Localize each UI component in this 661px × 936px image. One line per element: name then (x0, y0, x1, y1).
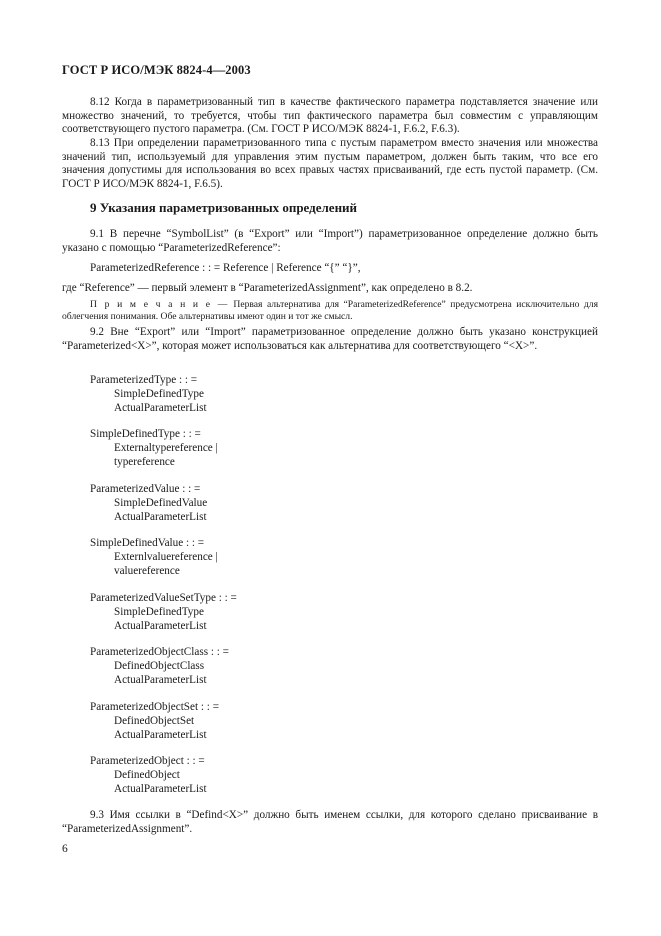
document-header: ГОСТ Р ИСО/МЭК 8824-4—2003 (62, 63, 251, 77)
production-line: ActualParameterList (114, 674, 207, 686)
production-head: ParameterizedObjectClass : : = (90, 646, 229, 658)
production-line: valuereference (114, 565, 180, 577)
paragraph-8-12: 8.12 Когда в параметризованный тип в качестве фактического параметра подставляется значение или множество значений, то требуется, чтобы тип фактического параметра был совместим с управляющим соответствующего пустого параметра. (См. ГОСТ Р ИСО/МЭК 8824-1, F.6.2, F.6.3). (62, 96, 598, 136)
production-line: SimpleDefinedType (114, 606, 204, 618)
production-line: ActualParameterList (114, 783, 207, 795)
note-label: П р и м е ч а н и е — (90, 299, 229, 310)
production-line: ActualParameterList (114, 511, 207, 523)
production-head: SimpleDefinedValue : : = (90, 537, 205, 549)
production-line: SimpleDefinedType (114, 388, 204, 400)
reference-definition: где “Reference” — первый элемент в “ParameterizedAssignment”, как определено в 8.2. (62, 282, 473, 294)
paragraph-9-2: 9.2 Вне “Export” или “Import” параметризованное определение должно быть указано конструкцией “Parameterized<X>”, которая может использоваться как альтернатива для соответствующего “<X>”. (62, 326, 598, 352)
production-line: DefinedObjectClass (114, 660, 205, 672)
production-head: ParameterizedValue : : = (90, 483, 201, 495)
production-line: DefinedObjectSet (114, 715, 195, 727)
production-head: ParameterizedType : : = (90, 374, 198, 386)
production-line: Externlvaluereference | (114, 551, 218, 563)
page-number: 6 (62, 843, 68, 855)
production-line: DefinedObject (114, 769, 180, 781)
note-text: Первая альтернатива для “ParameterizedReference” предусмотрена исключительно для облегчения понимания. Обе альтернативы имеют один и тот же смысл. (62, 299, 598, 323)
production-line: Externaltypereference | (114, 442, 218, 454)
paragraph-9-1: 9.1 В перечне “SymbolList” (в “Export” или “Import”) параметризованное определение должно быть указано с помощью “ParameterizedReference”: (62, 228, 598, 254)
paragraph-9-3: 9.3 Имя ссылки в “Defind<X>” должно быть именем ссылки, для которого сделано присваивание в “ParameterizedAssignment”. (62, 809, 598, 835)
production-line: SimpleDefinedValue (114, 497, 208, 509)
production-line: ActualParameterList (114, 729, 207, 741)
production-line: ActualParameterList (114, 620, 207, 632)
production-head: ParameterizedValueSetType : : = (90, 592, 237, 604)
production-head: ParameterizedObject : : = (90, 755, 205, 767)
parameterized-reference-formula: ParameterizedReference : : = Reference | Reference “{” “}”, (90, 262, 361, 274)
production-head: SimpleDefinedType : : = (90, 428, 201, 440)
note (62, 299, 598, 324)
production-line: ActualParameterList (114, 402, 207, 414)
section-title: 9 Указания параметризованных определений (90, 200, 358, 215)
production-line: typereference (114, 456, 175, 468)
production-head: ParameterizedObjectSet : : = (90, 701, 220, 713)
paragraph-8-13: 8.13 При определении параметризованного типа с пустым параметром вместо значения или множества значений тип, используемый для управления этим пустым параметром, должен быть таким, что все его значения допустимы для использования во всех правых частях присваиваний, где есть пустой параметр. (См. ГОСТ Р ИСО/МЭК 8824-1, F.6.5). (62, 137, 598, 190)
